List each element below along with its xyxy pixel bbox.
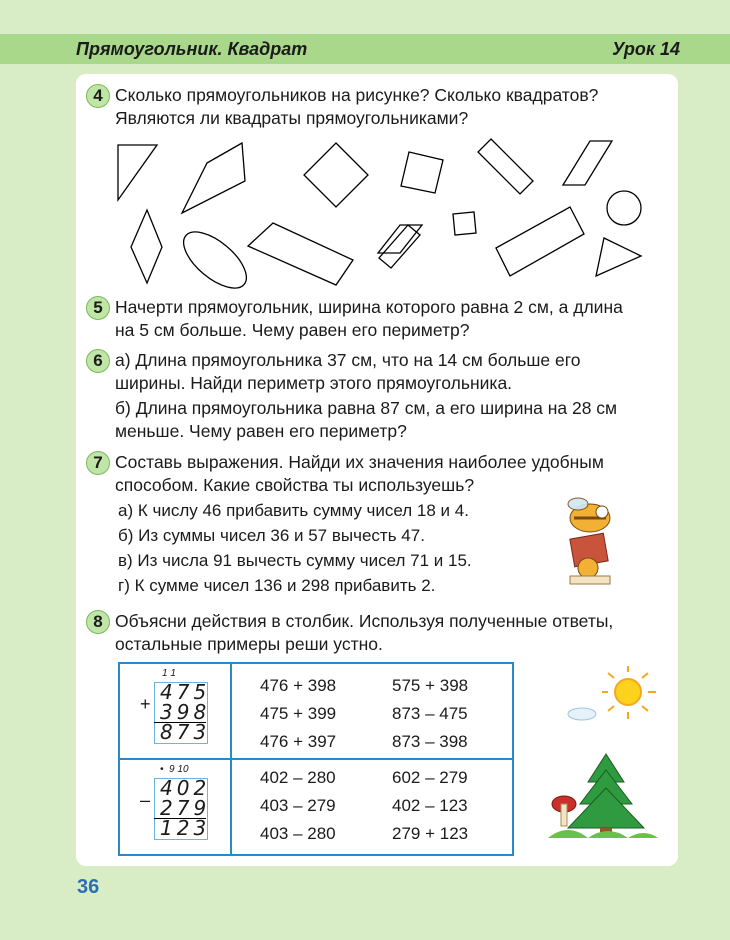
- square-shape: [304, 143, 368, 207]
- expression: 575 + 398: [392, 676, 469, 695]
- task-number-7: 7: [86, 451, 110, 475]
- rectangle-shape: [478, 139, 533, 194]
- task-7-item-a: а) К числу 46 прибавить сумму чисел 18 и 4.: [118, 501, 469, 520]
- lesson-label: Урок 14: [612, 39, 680, 59]
- task-number-6: 6: [86, 349, 110, 373]
- addition-carry-digits: 1 1: [162, 668, 176, 679]
- page-title: Прямоугольник. Квадрат: [76, 39, 308, 59]
- task-7-item-c: в) Из числа 91 вычесть сумму чисел 71 и 15.: [118, 551, 472, 570]
- rectangle-shape: [248, 223, 353, 285]
- bee-character-illustration: [560, 496, 626, 588]
- expression: 279 + 123: [392, 824, 469, 843]
- task-7-line-1: Составь выражения. Найди их значения наиболее удобным: [115, 452, 604, 472]
- rectangle-shape: [496, 207, 584, 276]
- addition-sign: +: [140, 694, 151, 714]
- fir-tree-illustration: [548, 752, 660, 842]
- expression: 402 – 123: [392, 796, 468, 815]
- expression: 403 – 280: [260, 824, 336, 843]
- task-6b-line-1: б) Длина прямоугольника равна 87 см, а его ширина на 28 см: [115, 398, 618, 418]
- task-4-line-1: Сколько прямоугольников на рисунке? Сколько квадратов?: [115, 85, 599, 105]
- task-6b-line-2: меньше. Чему равен его периметр?: [115, 421, 407, 441]
- square-shape: [453, 212, 476, 235]
- page-number: 36: [77, 876, 100, 898]
- expression: 475 + 399: [260, 704, 337, 723]
- addition-result: 873: [160, 720, 211, 744]
- subtraction-top-number: 402: [160, 776, 211, 800]
- subtraction-column-cell: [119, 759, 231, 855]
- subtraction-sign: –: [140, 790, 151, 810]
- shapes-figure: [100, 135, 660, 290]
- task-8-line-1: Объясни действия в столбик. Используя полученные ответы,: [115, 611, 614, 631]
- subtraction-second-number: 279: [160, 796, 211, 820]
- task-8-line-2: остальные примеры реши устно.: [115, 634, 383, 654]
- rectangle-shape: [378, 225, 422, 253]
- task-6a-text: [115, 349, 670, 395]
- subtraction-expressions-cell: [231, 759, 513, 855]
- rhombus-shape: [131, 210, 162, 283]
- addition-second-number: 398: [160, 700, 211, 724]
- task-number-5: 5: [86, 296, 110, 320]
- task-4-line-2: Являются ли квадраты прямоугольниками?: [115, 108, 469, 128]
- task-7-item-b: б) Из суммы чисел 36 и 57 вычесть 47.: [118, 526, 425, 545]
- expression: 602 – 279: [392, 768, 468, 787]
- expression: 476 + 397: [260, 732, 337, 751]
- subtraction-borrow-marks: • 9 10: [160, 764, 189, 775]
- column-calculation-table: [118, 662, 514, 856]
- circle-shape: [607, 191, 641, 225]
- task-6a-line-2: ширины. Найди периметр этого прямоугольника.: [115, 373, 513, 393]
- parallelogram-shape: [563, 141, 612, 185]
- task-7-line-2: способом. Какие свойства ты используешь?: [115, 475, 475, 495]
- task-5-text: [115, 296, 670, 342]
- triangle-shape: [118, 145, 157, 200]
- task-6a-line-1: а) Длина прямоугольника 37 см, что на 14 см больше его: [115, 350, 581, 370]
- expression: 873 – 475: [392, 704, 468, 723]
- task-7-item-d: г) К сумме чисел 136 и 298 прибавить 2.: [118, 576, 436, 595]
- addition-column-cell: [119, 663, 231, 759]
- task-8-text: [115, 610, 670, 656]
- expression: 402 – 280: [260, 768, 336, 787]
- sun-cloud-illustration: [562, 664, 662, 728]
- task-6b-text: [115, 397, 670, 443]
- square-shape: [401, 152, 443, 193]
- task-7-text: [115, 451, 670, 497]
- addition-top-number: 475: [160, 680, 211, 704]
- subtraction-result: 123: [160, 816, 211, 840]
- expression: 873 – 398: [392, 732, 468, 751]
- task-5-line-2: на 5 см больше. Чему равен его периметр?: [115, 320, 470, 340]
- triangle-shape: [596, 238, 641, 276]
- task-4-text: [115, 84, 670, 130]
- rectangle-shape: [379, 225, 420, 268]
- trapezoid-shape: [182, 143, 245, 213]
- expression: 403 – 279: [260, 796, 336, 815]
- task-number-4: 4: [86, 84, 110, 108]
- task-number-8: 8: [86, 610, 110, 634]
- addition-expressions-cell: [231, 663, 513, 759]
- ellipse-shape: [174, 222, 255, 290]
- task-5-line-1: Начерти прямоугольник, ширина которого равна 2 см, а длина: [115, 297, 623, 317]
- expression: 476 + 398: [260, 676, 337, 695]
